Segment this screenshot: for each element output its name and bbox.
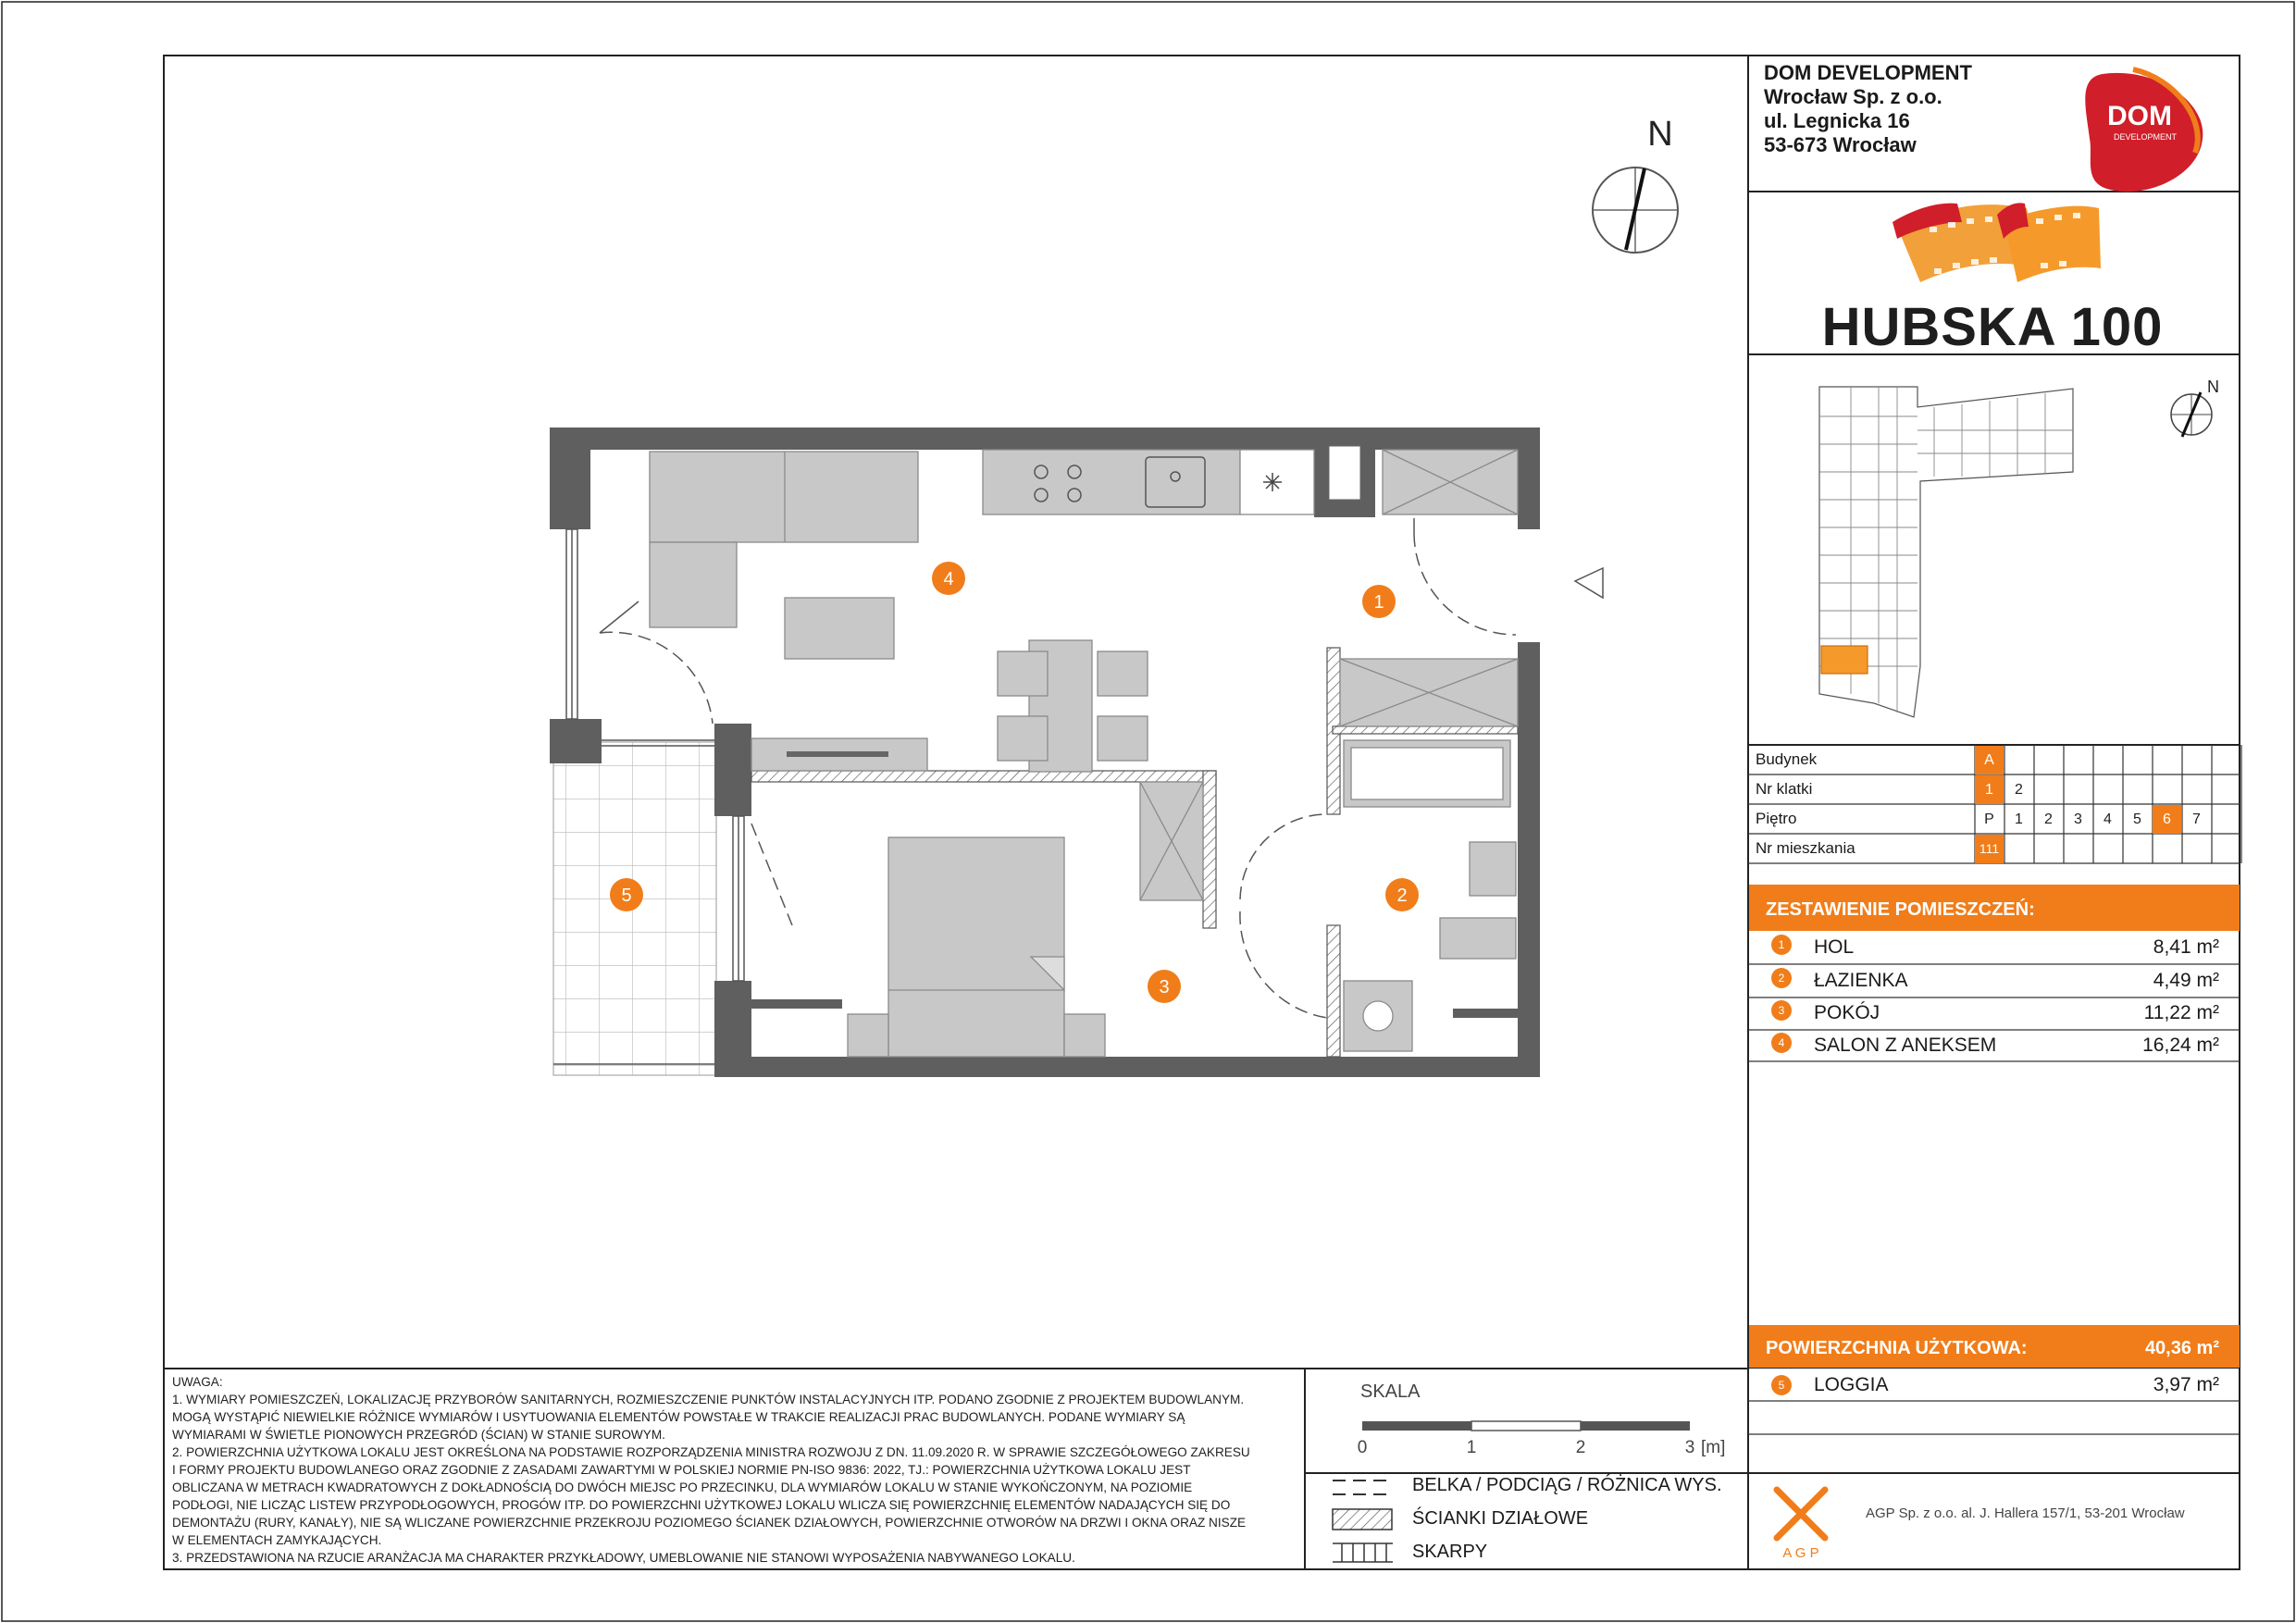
info-cell: 7 — [2192, 812, 2201, 827]
company-city: 53-673 Wrocław — [1764, 133, 1917, 156]
room-area: 11,22 m² — [2143, 1002, 2219, 1023]
note-line: DEMONTAŻU (RURY, KANAŁY), NIE SĄ WLICZANE POWIERZCHNIE PRZEKROJU POZIOMEGO ŚCIANEK DZIAŁOWYCH, POWIERZCHNIE OTWORÓW NA DRZWI I OKNA ORAZ NISZE — [172, 1516, 1247, 1530]
scale-bar — [1362, 1421, 1690, 1431]
key-plan-north-label: N — [2207, 378, 2219, 396]
project-title: HUBSKA 100 — [1821, 297, 2164, 357]
scale-tick-label: 3 — [1684, 1438, 1695, 1457]
key-plan-apartment-highlight — [1821, 646, 1868, 674]
info-cell: 111 — [1975, 835, 2004, 863]
north-arrow-icon — [1593, 115, 1678, 253]
info-cell: 5 — [2133, 812, 2141, 827]
shaft-opening — [1329, 446, 1360, 500]
logo-text-top: DOM — [2107, 101, 2172, 131]
scale-tick-label: 2 — [1575, 1438, 1586, 1457]
note-line: OBLICZANA W METRACH KWADRATOWYCH Z DOKŁADNOŚCIĄ DO DWÓCH MIEJSC PO PRZECINKU, DLA WYMIARÓW LOKALU W STANIE WYKOŃCZONYM, NA POZIOMIE — [172, 1481, 1193, 1494]
floor-plan — [550, 427, 1603, 1077]
legend-label-scianki: ŚCIANKI DZIAŁOWE — [1412, 1508, 1589, 1529]
room-badge-number: 2 — [1778, 972, 1785, 985]
plan-room-number: 3 — [1159, 977, 1170, 997]
company-street: ul. Legnicka 16 — [1764, 109, 1910, 132]
info-cell: 2 — [2044, 812, 2053, 827]
loggia-badge-number: 5 — [1778, 1379, 1785, 1392]
room-name: HOL — [1814, 936, 1855, 958]
bathroom-fixtures — [1340, 659, 1518, 1051]
room-area: 16,24 m² — [2142, 1035, 2219, 1056]
architect-address: AGP Sp. z o.o. al. J. Hallera 157/1, 53-201 Wrocław — [1866, 1505, 2185, 1521]
notes-title: UWAGA: — [172, 1375, 223, 1389]
company-block — [1764, 61, 1972, 157]
room-badge-number: 3 — [1778, 1004, 1785, 1017]
entrance-arrow-icon — [1575, 568, 1603, 598]
info-cell: 1 — [2015, 812, 2023, 827]
scale-tick-label: 1 — [1466, 1438, 1477, 1457]
scale-unit: [m] — [1701, 1438, 1726, 1457]
info-label-klatka: Nr klatki — [1756, 780, 1813, 798]
note-line: MOGĄ WYSTĄPIĆ NIEWIELKIE RÓŻNICE WYMIARÓW I USYTUOWANIA ELEMENTÓW POWSTAŁE W TRAKCIE REALIZACJI PRAC BUDOWLANYCH. PODANE WYMIARY SĄ — [172, 1410, 1185, 1424]
info-label-pietro: Piętro — [1756, 810, 1797, 827]
plan-room-number: 4 — [943, 569, 954, 589]
agp-logo — [1777, 1490, 1825, 1561]
loggia-area: 3,97 m² — [2153, 1374, 2219, 1395]
legend-dashed-symbol — [1333, 1481, 1393, 1494]
notes-lines — [172, 1391, 1297, 1567]
company-line2: Wrocław Sp. z o.o. — [1764, 85, 1942, 108]
room-badge-number: 1 — [1778, 938, 1785, 951]
room-area: 4,49 m² — [2153, 970, 2219, 991]
legend-label-skarpy: SKARPY — [1412, 1542, 1488, 1562]
info-cell: 2 — [2015, 782, 2023, 798]
info-table-labels — [1756, 750, 1855, 868]
info-cell: 1 — [1975, 775, 2004, 804]
rooms-header: ZESTAWIENIE POMIESZCZEŃ: — [1766, 899, 2035, 920]
note-line: 1. WYMIARY POMIESZCZEŃ, LOKALIZACJĘ PRZYBORÓW SANITARNYCH, ROZMIESZCZENIE PUNKTÓW INSTALACYJNYCH ITP. PODANO ZGODNIE Z PROJEKTEM BUDOWLANYM. — [172, 1393, 1245, 1406]
note-line: 3. PRZEDSTAWIONA NA RZUCIE ARANŻACJA MA CHARAKTER PRZYKŁADOWY, UMEBLOWANIE NIE STANOWI WYPOSAŻENIA NABYWANEGO LOKALU. — [172, 1551, 1075, 1565]
logo-text-bottom: DEVELOPMENT — [2113, 132, 2178, 142]
info-cell: A — [1975, 746, 2004, 774]
info-cell: 6 — [2153, 805, 2181, 834]
legend-hatched-symbol — [1333, 1509, 1392, 1530]
film-strip-logo — [1893, 203, 2101, 282]
agp-logo-text: A G P — [1782, 1545, 1819, 1561]
plan-room-number: 2 — [1396, 886, 1408, 906]
room-name: POKÓJ — [1814, 1002, 1880, 1023]
note-line: I FORMY PROJEKTU BUDOWLANEGO ORAZ ZGODNIE Z ZASADAMI ZAWARTYMI W POLSKIEJ NORMIE PN-ISO 9836: 2022, TJ.: POWIERZCHNIA UŻYTKOWA LOKALU JEST — [172, 1463, 1191, 1477]
bedroom-furniture — [848, 782, 1203, 1057]
rooms-list — [1771, 935, 2219, 1056]
key-plan-north-icon — [2171, 378, 2219, 437]
legend-label-belka: BELKA / PODCIĄG / RÓŻNICA WYS. — [1412, 1475, 1722, 1495]
washbasin — [1470, 842, 1516, 896]
note-line: PODŁOGI, NIE LICZĄC LISTEW PRZYPODŁOGOWYCH, PROGÓW ITP. DO POWIERZCHNI UŻYTKOWEJ LOKALU WLICZA SIĘ POWIERZCHNIĘ ELEMENTÓW NADAJĄCYCH SIĘ DO — [172, 1498, 1231, 1512]
plan-room-number: 5 — [621, 886, 632, 906]
info-label-mieszkanie: Nr mieszkania — [1756, 839, 1855, 857]
room-badge-number: 4 — [1778, 1036, 1785, 1049]
room-area: 8,41 m² — [2153, 936, 2219, 958]
info-cell: P — [1984, 812, 1994, 827]
scale-ticks — [1358, 1438, 1726, 1457]
loggia-name: LOGGIA — [1814, 1374, 1889, 1395]
dom-development-logo — [2085, 69, 2203, 192]
info-cell: 3 — [2074, 812, 2082, 827]
scale-title: SKALA — [1360, 1381, 1421, 1402]
key-plan — [1819, 387, 2073, 717]
scale-tick-label: 0 — [1357, 1438, 1368, 1457]
info-label-budynek: Budynek — [1756, 750, 1818, 768]
note-line: W ELEMENTACH ZAMYKAJĄCYCH. — [172, 1533, 382, 1547]
room-name: SALON Z ANEKSEM — [1814, 1035, 1997, 1056]
company-name: DOM DEVELOPMENT — [1764, 61, 1972, 84]
notes-block — [172, 1373, 1297, 1567]
usable-area-label: POWIERZCHNIA UŻYTKOWA: — [1766, 1338, 2028, 1358]
north-label: N — [1647, 115, 1673, 154]
plan-room-number: 1 — [1373, 592, 1384, 613]
room-name: ŁAZIENKA — [1814, 970, 1908, 991]
info-cell: 4 — [2104, 812, 2112, 827]
note-line: WYMIARAMI W ŚWIETLE PIONOWYCH PRZEGRÓD (ŚCIAN) W STANIE SUROWYM. — [172, 1428, 665, 1442]
legend-sill-symbol — [1333, 1543, 1393, 1562]
tv — [787, 751, 888, 757]
toilet — [1440, 918, 1516, 959]
usable-area-value: 40,36 m² — [2144, 1338, 2219, 1358]
note-line: 2. POWIERZCHNIA UŻYTKOWA LOKALU JEST OKREŚLONA NA PODSTAWIE ROZPORZĄDZENIA MINISTRA ROZWOJU Z DN. 11.09.2020 R. W SPRAWIE SZCZEGÓŁOWEGO ZAKRESU — [172, 1445, 1250, 1459]
snowflake-icon — [1263, 473, 1282, 491]
